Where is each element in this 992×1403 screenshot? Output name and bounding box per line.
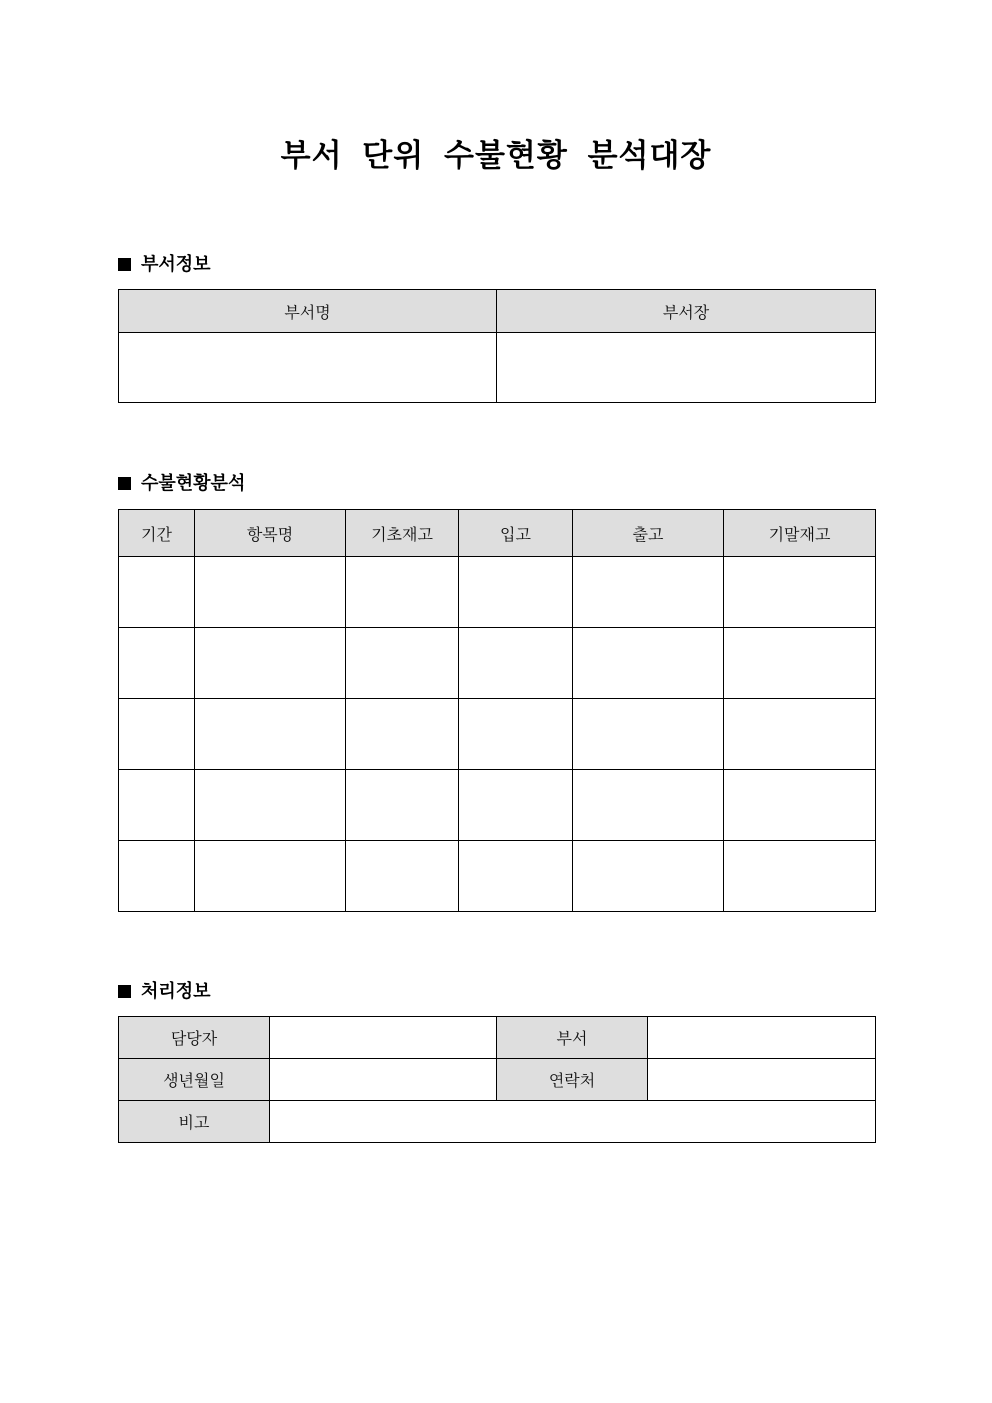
square-bullet-icon [118,477,131,490]
table-cell[interactable] [195,841,346,912]
table-cell[interactable] [459,841,573,912]
table-cell[interactable] [119,841,195,912]
dept-name-header: 부서명 [119,290,497,333]
contact-field[interactable] [648,1059,876,1101]
department-section-heading [118,253,211,277]
department-field[interactable] [648,1017,876,1059]
table-cell[interactable] [119,770,195,841]
remarks-label: 비고 [119,1101,270,1143]
table-cell[interactable] [724,628,876,699]
table-cell[interactable] [119,557,195,628]
department-label: 부서 [497,1017,648,1059]
table-row [119,699,876,770]
table-cell[interactable] [573,770,724,841]
birthdate-label: 생년월일 [119,1059,270,1101]
table-row [119,557,876,628]
table-cell[interactable] [195,557,346,628]
table-cell[interactable] [724,557,876,628]
dept-name-cell[interactable] [119,333,497,403]
table-cell[interactable] [346,770,459,841]
col-header-period: 기간 [119,510,195,557]
table-cell[interactable] [119,628,195,699]
manager-field[interactable] [270,1017,497,1059]
contact-label: 연락처 [497,1059,648,1101]
department-section-title: 부서정보 [141,254,211,275]
table-cell[interactable] [573,841,724,912]
processing-section-heading [118,980,211,1004]
table-row [119,770,876,841]
flow-section-title: 수불현황분석 [141,473,246,494]
col-header-item-name: 항목명 [195,510,346,557]
flow-section-heading [118,472,245,496]
dept-head-cell[interactable] [497,333,876,403]
table-cell[interactable] [195,770,346,841]
table-cell[interactable] [573,699,724,770]
table-cell[interactable] [459,699,573,770]
table-cell[interactable] [724,770,876,841]
table-cell[interactable] [459,628,573,699]
col-header-opening-stock: 기초재고 [346,510,459,557]
remarks-field[interactable] [270,1101,876,1143]
square-bullet-icon [118,985,131,998]
table-cell[interactable] [573,557,724,628]
table-cell[interactable] [724,841,876,912]
col-header-receipt: 입고 [459,510,573,557]
table-cell[interactable] [195,628,346,699]
dept-head-header: 부서장 [497,290,876,333]
table-cell[interactable] [459,557,573,628]
table-cell[interactable] [195,699,346,770]
table-row [119,841,876,912]
manager-label: 담당자 [119,1017,270,1059]
table-cell[interactable] [119,699,195,770]
table-cell[interactable] [346,841,459,912]
table-cell[interactable] [459,770,573,841]
table-cell[interactable] [724,699,876,770]
department-table [118,289,876,403]
processing-section-title: 처리정보 [141,981,211,1002]
table-cell[interactable] [346,699,459,770]
table-cell[interactable] [346,557,459,628]
col-header-closing-stock: 기말재고 [724,510,876,557]
square-bullet-icon [118,258,131,271]
col-header-issue: 출고 [573,510,724,557]
document-title: 부서 단위 수불현황 분석대장 [280,138,712,174]
table-cell[interactable] [346,628,459,699]
inventory-flow-table [118,509,876,912]
table-cell[interactable] [573,628,724,699]
birthdate-field[interactable] [270,1059,497,1101]
table-row [119,628,876,699]
processing-info-table [118,1016,876,1143]
